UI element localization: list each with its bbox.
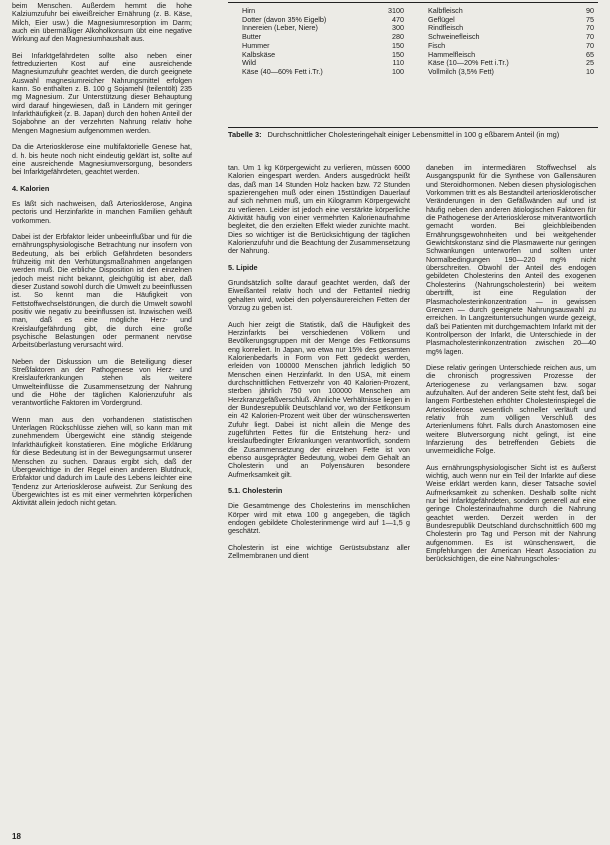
- paragraph: Dabei ist der Erbfaktor leider unbeeinflußbar und für die ernährungsphysiologische Betrachtung nur insofern von Bedeutung, als bei erblich Gefährdeten besonders frühzeitig mit den Verhütungsmaßnahmen angefangen werden muß. Die erbliche Disposition ist den einzelnen jedoch meist nicht bekannt, gleichgültig ist aber, daß dieser Zustand sowohl durch die Umwelt zu beeinflussen ist. So kennt man die Häufigkeit von Fettstoffwechselstörungen, die durch die Umwelt sowohl positiv wie negativ zu beeinflussen ist. Inzwischen weiß man, daß es eine mögliche Herz- und Kreislaufgefährdung gibt, die durch eine große psychische Belastungen oder permanent nervöse Arbeitsüberlastung verursacht wird.: [12, 232, 192, 350]
- section-heading: 4. Kalorien: [12, 183, 50, 193]
- table-caption-text: Durchschnittlicher Cholesteringehalt einiger Lebensmittel in 100 g eßbarem Anteil (in mg): [267, 130, 560, 139]
- text-column-3: [426, 164, 596, 844]
- paragraph: beim Menschen. Außerdem hemmt die hohe Kalziumzufuhr bei eiweißreicher Ernährung (z. B. Käse, Milch, Eier usw.) die Magnesiumresorption im Darm; auch ein übermäßiger Alkoholkonsum übt eine negative Wirkung auf den Magnesiumhaushalt aus.: [12, 2, 192, 44]
- paragraph: Wenn man aus den vorhandenen statistischen Unterlagen Rückschlüsse ziehen will, so kann man mit zunehmendem Übergewicht eine ständig steigende Infarkthäufigkeit konstatieren. Eine mögliche Erklärung für diese Bedeutung ist in der Bewegungsarmut unserer Menschen zu suchen. Daraus ergibt sich, daß der Übergewichtige in der Regel einen anderen Blutdruck, Erbfaktor und dadurch im Laufe des Lebens leichter eine Tendenz zur Arteriosklerose aufweist. Zur Senkung des Übergewichtes ist es mit einer vermehrten körperlichen Aktivität allein jedoch nicht getan.: [12, 415, 192, 508]
- text-column-1: [12, 2, 192, 834]
- table-row: [428, 68, 594, 77]
- paragraph: Die Gesamtmenge des Cholesterins im menschlichen Körper wird mit etwa 100 g angegeben, die täglich endogen gebildete Cholesterinmenge wird auf 1—1,5 g geschätzt.: [228, 502, 410, 536]
- paragraph: Neben der Diskussion um die Beteiligung dieser Streßfaktoren an der Pathogenese von Herz- und Kreislauferkrankungen stehen als weitere Umwelteinflüsse die Zusammensetzung der Nahrung und die Höhe der täglichen Kalorienzufuhr als verantwortliche Faktoren im Vordergrund.: [12, 357, 192, 408]
- cholesterol-value: 100: [392, 66, 404, 76]
- table-caption-label: Tabelle 3:: [228, 130, 262, 139]
- food-label: Hammelfleisch: [428, 49, 476, 59]
- paragraph: tan. Um 1 kg Körpergewicht zu verlieren, müssen 6000 Kalorien eingespart werden. Anders ausgedrückt heißt das, daß man 14 Stunden Holz hacken bzw. 72 Stunden spazierengehen muß oder einen 15stündigen Dauerlauf auf sich nehmen muß, um ein Kilogramm Körpergewicht zu verlieren. Leider ist jedoch eine verstärkte körperliche Aktivität häufig von einer vermehrten Kalorienaufnahme begleitet, die den erzielten Effekt wieder zunichte macht. Dies so wichtiger ist die Berücksichtigung der täglichen Kalorienzufuhr und die Beachtung der Zusammensetzung der Nahrung.: [228, 164, 410, 256]
- section-heading: 5. Lipide: [228, 262, 258, 272]
- food-label: Wild: [242, 58, 256, 68]
- food-label: Butter: [242, 32, 262, 42]
- food-label: Vollmilch (3,5% Fett): [428, 66, 494, 76]
- paragraph: Diese relativ geringen Unterschiede reichen aus, um die chronisch progressiven Prozesse der Arteriogenese zu verlangsamen bzw. sogar aufzuhalten. Auf der anderen Seite steht fest, daß bei langem Fortbestehen erhöhter Cholesterinspiegel die Arteriosklerose wesentlich schneller verläuft und relativ früh zum völligen Verschluß des Arterienlumens führt. Falls durch Anastomosen eine weitere Blutversorgung nicht gelingt, ist eine Infarzierung des betreffenden Gebiets die unvermeidliche Folge.: [426, 363, 596, 456]
- food-label: Innereien (Leber, Niere): [242, 23, 318, 33]
- paragraph: Grundsätzlich sollte darauf geachtet werden, daß der Eiweißanteil relativ hoch und der Fettanteil niedrig gehalten wird, wobei den polyensäurereichen Fetten der Vorzug zu geben ist.: [228, 279, 410, 313]
- food-label: Hirn: [242, 6, 256, 15]
- cholesterol-value: 70: [586, 32, 594, 42]
- food-label: Käse (10—20% Fett i.Tr.): [428, 58, 509, 68]
- table-row: [428, 33, 594, 42]
- paragraph: Cholesterin ist eine wichtige Gerüstsubstanz aller Zellmembranen und dient: [228, 543, 410, 561]
- cholesterol-value: 70: [586, 40, 594, 50]
- cholesterol-value: 300: [392, 23, 404, 33]
- cholesterol-value: 65: [586, 49, 594, 59]
- paragraph: Da die Arteriosklerose eine multifaktorielle Genese hat, d. h. bis heute noch nicht eindeutig geklärt ist, sollte auf eine ausreichende Magnesiumversorgung, besonders bei Infarktgefährdeten, geachtet werden.: [12, 143, 192, 177]
- text-column-2: [228, 164, 410, 844]
- cholesterol-value: 70: [586, 23, 594, 33]
- page-number: 18: [12, 832, 21, 841]
- table-left-half: [242, 7, 404, 77]
- paragraph: Es läßt sich nachweisen, daß Arteriosklerose, Angina pectoris und Herzinfarkte in manchen Familien gehäuft vorkommen.: [12, 199, 192, 225]
- cholesterol-value: 10: [586, 66, 594, 76]
- cholesterol-value: 150: [392, 49, 404, 59]
- food-label: Käse (40—60% Fett i.Tr.): [242, 66, 323, 76]
- cholesterol-table: [228, 2, 598, 128]
- paragraph: Auch hier zeigt die Statistik, daß die Häufigkeit des Herzinfarkts bei verschiedenen Völkern und Bevölkerungsgruppen mit der Menge des Fettkonsums eng korreliert. In Japan, wo etwa nur 15% des gesamten Kalorienbedarfs in Form von Fett gedeckt werden, erleiden von 100000 Menschen jährlich lediglich 50 Menschen einen Herzinfarkt. In den USA, mit einem durchschnittlichen Fettverzehr von 40 Kalorien-Prozent, sterben jährlich 750 von 100000 Menschen am Herzkranzgefäßverschluß. Ähnliche Verhältnisse liegen in der Bundesrepublik Deutschland vor, wo der Fettkonsum ein 42 Kalorien-Prozent weit über der wünschenswerten Zufuhr liegt. Dabei ist nicht allein die Menge des zugeführten Fettes für die Entstehung herz- und kreislaufbedingter Erkrankungen verantwortlich, sondern die Zusammensetzung der einzelnen Fette ist von ebenso ausgeprägter Bedeutung, wobei dem Gehalt an Cholesterin und an Polyensäuren besondere Aufmerksamkeit gilt.: [228, 320, 410, 479]
- cholesterol-value: 25: [586, 58, 594, 68]
- paragraph: daneben im intermediären Stoffwechsel als Ausgangspunkt für die Synthese von Gallensäuren und Steroidhormonen. Neben diesen physiologischen Vorkommen tritt es als Bestandteil arteriosklerotischer Veränderungen in den Gefäßwänden auf und ist häufig neben den anderen ätiologischen Faktoren für die Pathogenese der Arteriosklerose mitverantwortlich gemacht worden. Bei gleichbleibenden Ernährungsgewohnheiten und bei weitgehender Gewichtskonstanz sind die Plasmawerte nur geringen Schwankungen unterworfen und sollten unter Normalbedingungen 190—220 mg% nicht überschreiten. Obwohl der Anteil des endogen gebildeten Cholesterins den Anteil des exogenen Cholesterins (Nahrungscholesterin) bei weitem übertrifft, ist eine Regulation der Plasmacholesterinkonzentration — in gewissen Grenzen — durch geeignete Nahrungsauswahl zu erreichen. In Langzeituntersuchungen wurde gezeigt, daß bei Patienten mit durchgemachtem Infarkt mit der Kontrollperson der Infarkt, die Unterschiede in der Plasmacholesterinkonzentration zwischen 20—40 mg% lagen.: [426, 164, 596, 356]
- cholesterol-value: 280: [392, 32, 404, 42]
- cholesterol-value: 150: [392, 40, 404, 50]
- table-right-half: [428, 7, 594, 77]
- food-label: Kalbfleisch: [428, 6, 463, 15]
- table-caption: [228, 130, 598, 139]
- food-label: Schweinefleisch: [428, 32, 480, 42]
- cholesterol-value: 90: [586, 6, 594, 15]
- cholesterol-value: 3100: [388, 6, 404, 15]
- table-row: [242, 51, 404, 60]
- food-label: Rindfleisch: [428, 23, 464, 33]
- paragraph: Bei Infarktgefährdeten sollte also neben einer fettreduzierten Kost auf eine ausreichende Magnesiumzufuhr geachtet werden, die durch geeignete Auswahl magnesiumreicher Nahrungsmittel erfolgen kann. So enthalten z. B. 100 g Sojamehl (teilentölt) 235 mg Magnesium. Zur Unterstützung dieser Behauptung wird darauf hingewiesen, daß in Ländern mit geringer Infarkthäufigkeit (z. B. Japan) durch den hohen Anteil der Sojabohne an der verzehrten Nahrung relativ hohe Mengen Magnesium aufgenommen werden.: [12, 51, 192, 135]
- food-label: Hummer: [242, 40, 270, 50]
- cholesterol-value: 75: [586, 14, 594, 24]
- paragraph: Aus ernährungsphysiologischer Sicht ist es äußerst wichtig, auch wenn nur ein Teil der Infarkte auf diese Weise erklärt werden kann, dieser Tatsache soviel Aufmerksamkeit zu schenken. Deshalb sollte nicht nur bei Infarktgefährdeten, sondern generell auf eine geringe Cholesterinaufnahme durch die Nahrung geachtet werden. Derzeit werden in der Bundesrepublik Deutschland durchschnittlich 600 mg Cholesterin pro Tag und Person mit der Nahrung aufgenommen. Es ist wünschenswert, die Empfehlungen der American Heart Association zu berücksichtigen, die eine Nahrungscholes-: [426, 463, 596, 564]
- section-heading: 5.1. Cholesterin: [228, 486, 283, 496]
- table-row: [242, 24, 404, 33]
- food-label: Kalbskäse: [242, 49, 276, 59]
- food-label: Geflügel: [428, 14, 455, 24]
- cholesterol-value: 110: [392, 58, 404, 68]
- table-row: [242, 68, 404, 77]
- food-label: Dotter (davon 35% Eigelb): [242, 14, 327, 24]
- cholesterol-value: 470: [392, 14, 404, 24]
- food-label: Fisch: [428, 40, 446, 50]
